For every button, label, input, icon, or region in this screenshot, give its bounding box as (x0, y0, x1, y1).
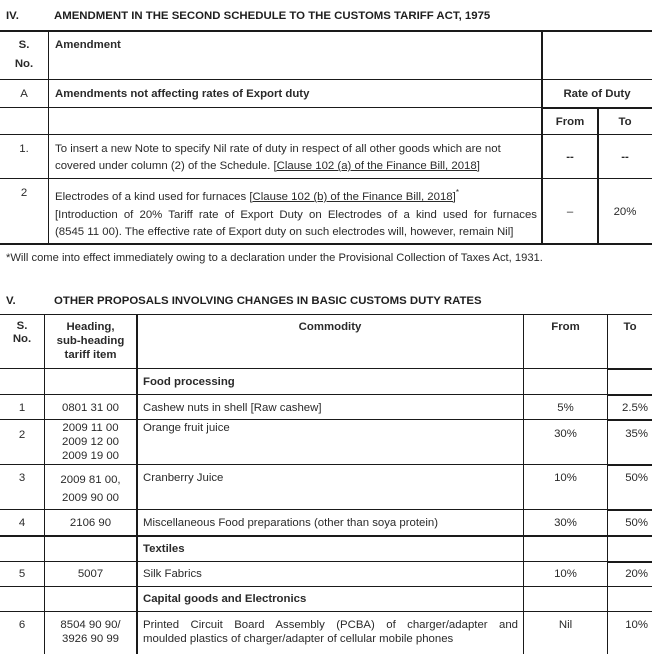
row-sno: 3 (18, 472, 26, 484)
row-text (55, 141, 537, 175)
row-divider (0, 535, 652, 537)
row-to: 50% (625, 472, 648, 484)
table-border-top (0, 314, 652, 315)
row-sno: 4 (18, 517, 26, 529)
row-divider (0, 368, 607, 369)
row-to: 20% (613, 206, 637, 218)
row-note (55, 207, 537, 241)
row-divider (0, 561, 607, 562)
row-to: 20% (625, 568, 648, 580)
row-from: 5% (557, 402, 574, 414)
sno-header-line2: No. (14, 58, 34, 70)
group-label-capital-goods: Capital goods and Electronics (143, 593, 307, 605)
row-code: 0801 31 00 (61, 402, 119, 414)
row-divider (0, 79, 652, 80)
row-commodity: Orange fruit juice (143, 422, 230, 434)
row-commodity: Silk Fabrics (143, 568, 202, 580)
row-code: 2009 90 00 (61, 492, 119, 504)
row-sno: 6 (18, 619, 26, 631)
heading-header-line: sub-heading (56, 335, 125, 347)
row-codes (45, 618, 136, 646)
col-divider (48, 30, 49, 244)
row-codes (45, 471, 136, 507)
table-border-top (0, 30, 652, 32)
row-text (55, 186, 537, 204)
row-code: 2009 12 00 (61, 436, 119, 448)
row-divider (0, 419, 607, 420)
sno-header-line1: S. (18, 39, 30, 51)
group-letter: A (20, 88, 28, 100)
row-note-line: [Introduction of 20% Tariff rate of Export Duty on Electrodes of a kind used for furnaces (55, 209, 537, 221)
row-from: 10% (554, 472, 577, 484)
row-divider (607, 509, 652, 511)
row-to: -- (621, 151, 629, 163)
row-divider (607, 561, 652, 563)
row-note-line: (8545 11 00). The effective rate of Export duty on such electrodes will, however, remain Nil] (55, 226, 514, 238)
row-divider (607, 464, 652, 466)
group-label: Amendments not affecting rates of Export duty (55, 88, 310, 100)
row-to: 10% (625, 619, 648, 631)
heading-header (45, 320, 136, 362)
row-code: 5007 (77, 568, 104, 580)
row-text-plain: Electrodes of a kind used for furnaces (55, 190, 250, 203)
row-text-plain: covered under column (2) of the Schedule. (55, 160, 274, 172)
row-text-line (55, 158, 537, 175)
row-to: 2.5% (622, 402, 648, 414)
section-v-title: OTHER PROPOSALS INVOLVING CHANGES IN BASIC CUSTOMS DUTY RATES (54, 295, 482, 307)
table-border-bottom (0, 243, 652, 245)
clause-reference-link: [Clause 102 (a) of the Finance Bill, 2018] (273, 160, 480, 172)
row-code: 3926 90 99 (61, 633, 119, 645)
rate-of-duty-header: Rate of Duty (563, 88, 631, 100)
row-code: 2009 11 00 (62, 422, 119, 434)
sno-header-line2: No. (12, 333, 32, 345)
row-from: – (566, 206, 574, 218)
row-from: -- (566, 151, 574, 163)
group-label-food-processing: Food processing (143, 376, 235, 388)
row-sno: 1 (18, 402, 26, 414)
heading-header-line: Heading, (66, 321, 115, 333)
row-commodity: Cashew nuts in shell [Raw cashew] (143, 402, 322, 414)
commodity-header: Commodity (298, 321, 362, 333)
row-codes (45, 421, 136, 463)
section-iv-number: IV. (6, 10, 19, 22)
row-divider (607, 394, 652, 396)
sno-header (0, 38, 48, 71)
heading-header-line: tariff item (64, 349, 117, 361)
row-text-line: To insert a new Note to specify Nil rate of duty in respect of all other goods which are not (55, 143, 501, 155)
from-header: From (555, 116, 585, 128)
section-v-number: V. (6, 295, 16, 307)
footnote: *Will come into effect immediately owing to a declaration under the Provisional Collection of Taxes Act, 1931. (6, 252, 543, 264)
col-divider (136, 314, 138, 654)
to-header: To (618, 116, 632, 128)
row-code: 8504 90 90/ (60, 619, 121, 631)
row-to: 35% (625, 428, 648, 440)
section-iv-title: AMENDMENT IN THE SECOND SCHEDULE TO THE CUSTOMS TARIFF ACT, 1975 (54, 10, 491, 22)
row-sno: 2 (20, 187, 28, 199)
row-divider (0, 509, 607, 510)
row-sno: 2 (18, 429, 26, 441)
row-commodity (143, 618, 518, 646)
sno-header (0, 320, 44, 346)
to-header: To (623, 321, 637, 333)
row-divider (0, 394, 607, 395)
row-sno: 1. (19, 143, 29, 155)
row-divider (0, 586, 652, 587)
row-divider (607, 368, 652, 370)
row-divider (0, 178, 652, 179)
row-divider (0, 464, 607, 465)
from-header: From (551, 321, 580, 333)
amendment-header: Amendment (55, 39, 121, 51)
row-sno: 5 (18, 568, 26, 580)
sno-header-line1: S. (16, 320, 28, 332)
row-from: 10% (554, 568, 577, 580)
row-commodity: Miscellaneous Food preparations (other than soya protein) (143, 517, 439, 529)
row-divider (607, 419, 652, 421)
row-code: 2009 19 00 (61, 450, 119, 462)
row-code: 2009 81 00, (60, 474, 121, 486)
row-from: 30% (554, 517, 577, 529)
row-code: 2106 90 (69, 517, 112, 529)
row-to: 50% (625, 517, 648, 529)
footnote-marker: * (455, 188, 459, 197)
row-commodity-line: moulded plastics of charger/adapter of cellular mobile phones (143, 633, 454, 645)
row-from: 30% (554, 428, 577, 440)
row-commodity-line: Printed Circuit Board Assembly (PCBA) of charger/adapter and (143, 619, 518, 631)
clause-reference-link: [Clause 102 (b) of the Finance Bill, 2018] (249, 190, 456, 203)
row-divider (0, 611, 652, 612)
group-label-textiles: Textiles (143, 543, 185, 555)
row-divider (0, 134, 652, 135)
row-commodity: Cranberry Juice (143, 472, 224, 484)
row-from: Nil (558, 619, 573, 631)
